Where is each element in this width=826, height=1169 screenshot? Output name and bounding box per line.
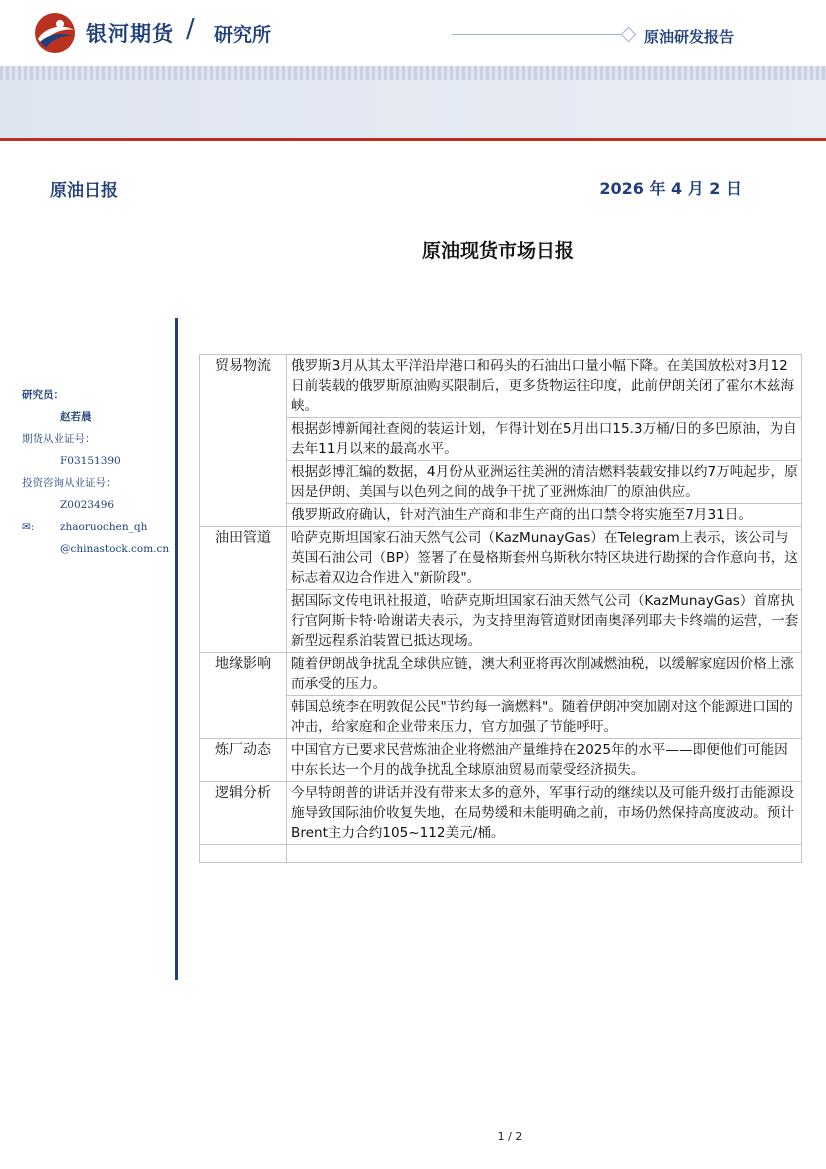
news-item: 今早特朗普的讲话并没有带来太多的意外，军事行动的继续以及可能升级打击能源设施导致国际油价收复失地，在局势缓和未能明确之前，市场仍然保持高度波动。预计Brent主力合约105~112美元/桶。 <box>287 782 802 845</box>
table-row <box>200 739 802 782</box>
advisory-license: Z0023496 <box>60 499 115 511</box>
institute-name: 研究所 <box>214 24 272 46</box>
researcher-label: 研究员： <box>22 389 64 401</box>
category-cell: 油田管道 <box>200 527 287 653</box>
news-table <box>199 354 802 863</box>
news-item: 俄罗斯3月从其太平洋沿岸港口和码头的石油出口量小幅下降。在美国放松对3月12日前装载的俄罗斯原油购买限制后，更多货物运往印度，此前伊朗关闭了霍尔木兹海峡。 <box>287 355 802 418</box>
table-row <box>200 527 802 590</box>
researcher-name: 赵若晨 <box>60 411 92 423</box>
table-row <box>200 461 802 504</box>
band-red-rule <box>0 138 826 141</box>
table-row <box>200 696 802 739</box>
galaxy-futures-logo-icon <box>34 12 76 54</box>
futures-license-label: 期货从业证号： <box>22 433 96 445</box>
news-item: 根据彭博汇编的数据，4月份从亚洲运往美洲的清洁燃料装载安排以约7万吨起步，原因是伊朗、美国与以色列之间的战争干扰了亚洲炼油厂的原油供应。 <box>287 461 802 504</box>
news-item: 俄罗斯政府确认，针对汽油生产商和非生产商的出口禁令将实施至7月31日。 <box>287 504 802 527</box>
table-row <box>200 418 802 461</box>
diamond-icon <box>621 27 637 43</box>
news-item: 哈萨克斯坦国家石油天然气公司（KazMunayGas）在Telegram上表示，该公司与英国石油公司（BP）签署了在曼格斯套州乌斯秋尔特区块进行勘探的合作意向书，这标志着双边合作进入"新阶段"。 <box>287 527 802 590</box>
author-info <box>22 384 172 560</box>
email-row <box>22 516 172 538</box>
futures-license: F03151390 <box>60 455 121 467</box>
table-row <box>200 504 802 527</box>
news-item: 据国际文传电讯社报道，哈萨克斯坦国家石油天然气公司（KazMunayGas）首席执行官阿斯卡特·哈谢诺夫表示，为支持里海管道财团南奥泽列耶夫卡终端的运营，一套新型远程系泊装置已抵达现场。 <box>287 590 802 653</box>
empty-cell <box>200 845 287 863</box>
table-row <box>200 653 802 696</box>
title-band <box>0 80 826 201</box>
table-row <box>200 590 802 653</box>
page-title: 原油现货市场日报 <box>421 240 574 262</box>
news-item: 中国官方已要求民营炼油企业将燃油产量维持在2025年的水平——即便他们可能因中东长达一个月的战争扰乱全球原油贸易而蒙受经济损失。 <box>287 739 802 782</box>
news-item: 韩国总统李在明敦促公民"节约每一滴燃料"。随着伊朗冲突加剧对这个能源进口国的冲击，给家庭和企业带来压力，官方加强了节能呼吁。 <box>287 696 802 739</box>
sidebar-divider <box>175 318 178 980</box>
page-header <box>0 0 826 66</box>
category-cell: 地缘影响 <box>200 653 287 739</box>
category-cell: 炼厂动态 <box>200 739 287 782</box>
header-rule <box>452 34 622 35</box>
table-row <box>200 355 802 418</box>
table-row <box>200 845 802 863</box>
report-type: 原油研发报告 <box>644 28 735 46</box>
category-cell: 贸易物流 <box>200 355 287 527</box>
email-line-2[interactable]: @chinastock.com.cn <box>60 543 170 555</box>
mail-icon: ✉: <box>22 521 35 533</box>
news-item: 根据彭博新闻社查阅的装运计划，乍得计划在5月出口15.3万桶/日的多巴原油，为自去年11月以来的最高水平。 <box>287 418 802 461</box>
empty-cell <box>287 845 802 863</box>
header-divider: / <box>186 14 195 44</box>
category-cell: 逻辑分析 <box>200 782 287 845</box>
header-stripe <box>0 66 826 80</box>
table-row <box>200 782 802 845</box>
news-item: 随着伊朗战争扰乱全球供应链，澳大利亚将再次削减燃油税，以缓解家庭因价格上涨而承受的压力。 <box>287 653 802 696</box>
page-number: 1 / 2 <box>497 1130 523 1143</box>
email-line-1[interactable]: zhaoruochen_qh <box>60 521 148 533</box>
brand-name: 银河期货 <box>86 22 174 46</box>
advisory-license-label: 投资咨询从业证号： <box>22 477 117 489</box>
report-label: 原油日报 <box>50 181 118 201</box>
report-date: 2026 年 4 月 2 日 <box>599 179 742 198</box>
